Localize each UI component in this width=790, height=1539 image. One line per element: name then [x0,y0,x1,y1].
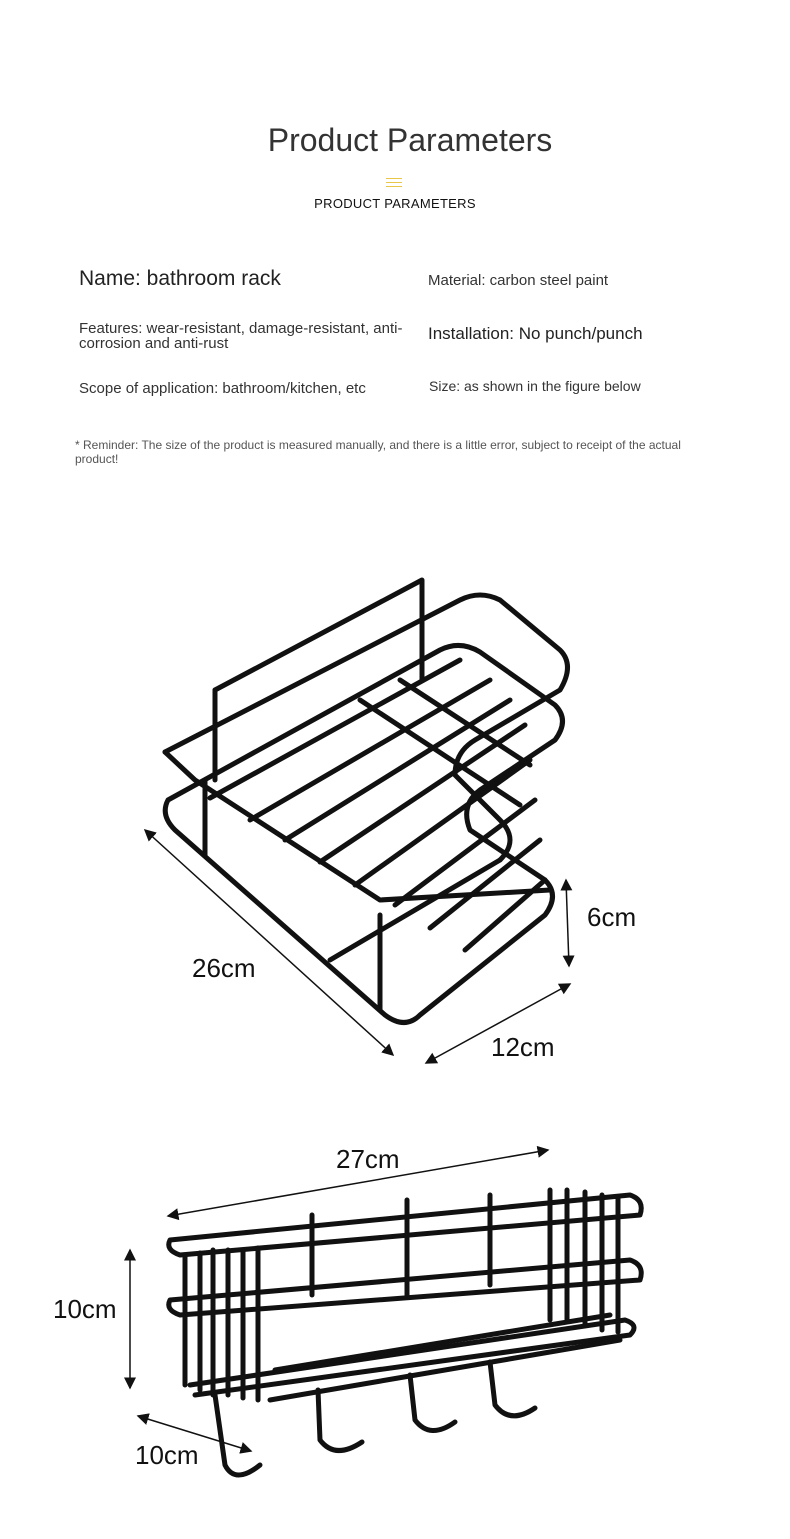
param-material: Material: carbon steel paint [428,272,609,289]
basket-rack-illustration [169,1190,642,1475]
param-size: Size: as shown in the figure below [429,378,641,394]
dimension-height-label: 6cm [587,902,637,932]
page-subtitle: PRODUCT PARAMETERS [314,196,476,211]
basket-height-label: 10cm [53,1294,117,1324]
reminder-note: * Reminder: The size of the product is measured manually, and there is a little error, subject to receipt of the actual product! [75,438,681,466]
basket-width-label: 27cm [336,1144,400,1174]
param-scope: Scope of application: bathroom/kitchen, etc [79,380,366,397]
dimension-length-label: 26cm [192,953,256,983]
param-name: Name: bathroom rack [79,267,281,290]
dimension-depth-label: 12cm [491,1032,555,1062]
page-title: Product Parameters [267,122,553,158]
param-features: Features: wear-resistant, damage-resistant, anti-corrosion and anti-rust [79,320,403,352]
param-installation: Installation: No punch/punch [428,324,643,343]
basket-depth-label: 10cm [135,1440,199,1470]
